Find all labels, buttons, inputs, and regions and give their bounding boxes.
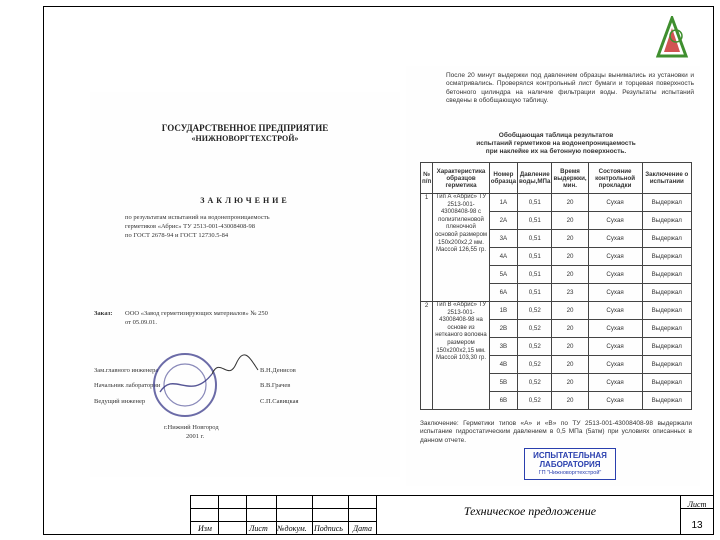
result-value: Выдержал: [642, 248, 691, 266]
company-logo-icon: [654, 16, 690, 60]
result-value: Выдержал: [642, 212, 691, 230]
sample-id: 2А: [489, 212, 517, 230]
result-value: Выдержал: [642, 374, 691, 392]
document-heading: ЗАКЛЮЧЕНИЕ: [200, 196, 290, 205]
time-value: 23: [552, 284, 588, 302]
control-state: Сухая: [588, 266, 642, 284]
sample-id: 5В: [489, 374, 517, 392]
year: 2001 г.: [186, 433, 205, 440]
title-block: [190, 495, 714, 535]
pressure-value: 0,52: [518, 320, 552, 338]
table-title-line2: испытаний герметиков на водонепроницаемость: [476, 140, 636, 147]
result-value: Выдержал: [642, 356, 691, 374]
subject-line1: по результатам испытаний на водонепроницаемость: [125, 214, 270, 221]
lab-stamp-line3: ГП "Нижноворгтехстрой": [538, 470, 602, 476]
lab-stamp-line2: ЛАБОРАТОРИЯ: [539, 460, 601, 469]
sample-id: 3В: [489, 338, 517, 356]
subject-line3: по ГОСТ 2678-94 и ГОСТ 12730.5-84: [125, 232, 229, 239]
time-value: 20: [552, 392, 588, 410]
results-table: [420, 162, 692, 410]
control-state: Сухая: [588, 284, 642, 302]
table-header-row: [421, 163, 692, 194]
time-value: 20: [552, 374, 588, 392]
table-title-line1: Обобщающая таблица результатов: [498, 132, 614, 139]
header-time: Время выдержки, мин.: [552, 163, 588, 194]
result-value: Выдержал: [642, 302, 691, 320]
control-state: Сухая: [588, 212, 642, 230]
pressure-value: 0,51: [518, 194, 552, 212]
result-value: Выдержал: [642, 194, 691, 212]
sheet-number: 13: [691, 520, 703, 531]
control-state: Сухая: [588, 194, 642, 212]
sample-id: 3А: [489, 230, 517, 248]
table-row: [421, 194, 692, 212]
results-document-scan: [406, 66, 700, 486]
result-value: Выдержал: [642, 284, 691, 302]
control-state: Сухая: [588, 392, 642, 410]
pressure-value: 0,52: [518, 356, 552, 374]
pressure-value: 0,51: [518, 266, 552, 284]
lab-stamp-line1: ИСПЫТАТЕЛЬНАЯ: [533, 451, 607, 460]
sample-id: 4А: [489, 248, 517, 266]
group-number: 1: [421, 194, 433, 302]
header-number: № п/п: [421, 163, 433, 194]
title-block-list: Лист: [249, 524, 268, 533]
pressure-value: 0,51: [518, 284, 552, 302]
table-row: [421, 302, 692, 320]
conclusion-document-scan: [90, 92, 400, 477]
group-number: 2: [421, 302, 433, 410]
control-state: Сухая: [588, 374, 642, 392]
time-value: 20: [552, 266, 588, 284]
signer1-role: Зам.главного инженера: [94, 367, 159, 374]
laboratory-stamp: [524, 448, 616, 480]
result-value: Выдержал: [642, 320, 691, 338]
title-block-izm: Изм: [198, 524, 212, 533]
org-name-line2: «НИЖНОВОРГТЕХСТРОЙ»: [191, 134, 299, 143]
result-value: Выдержал: [642, 266, 691, 284]
header-characteristics: Характеристика образцов герметика: [433, 163, 490, 194]
pressure-value: 0,52: [518, 302, 552, 320]
document-title: Техническое предложение: [463, 504, 597, 518]
header-sample-id: Номер образца: [489, 163, 517, 194]
title-block-ndoc: №докум.: [277, 524, 307, 533]
control-state: Сухая: [588, 302, 642, 320]
sample-id: 1А: [489, 194, 517, 212]
signer3-role: Ведущий инженер: [94, 398, 146, 405]
header-control-state: Состояние контрольной прокладки: [588, 163, 642, 194]
time-value: 20: [552, 302, 588, 320]
header-conclusion: Заключение о испытании: [642, 163, 691, 194]
result-value: Выдержал: [642, 338, 691, 356]
title-block-data: Дата: [353, 524, 372, 533]
title-block-podpis: Подпись: [314, 524, 343, 533]
intro-paragraph: После 20 минут выдержки под давлением образцы вынимались из установки и осматривались. Проверялся контрольный лист бумаги и торцевая поверхность бетонного цилиндра на наличие фильтрации воды. Результаты испытаний сведены в обобщающую таблицу.: [446, 72, 694, 104]
city: г.Нижний Новгород: [164, 424, 219, 431]
result-value: Выдержал: [642, 392, 691, 410]
header-pressure: Давление воды,МПа: [518, 163, 552, 194]
signature-icon: [210, 354, 260, 384]
signer1-name: В.Н.Денисов: [260, 367, 296, 374]
time-value: 20: [552, 248, 588, 266]
group-description: Тип А «Абрис» ТУ 2513-001-43008408-98 с полиэтиленовой пленочной основой размером 150х200х2,2 мм. Массой 126,55 гр.: [433, 194, 490, 302]
control-state: Сухая: [588, 356, 642, 374]
signer3-name: С.П.Савицкая: [260, 398, 299, 405]
order-label: Заказ:: [94, 310, 113, 317]
control-state: Сухая: [588, 320, 642, 338]
time-value: 20: [552, 212, 588, 230]
time-value: 20: [552, 320, 588, 338]
signer2-name: В.В.Грачев: [260, 382, 291, 389]
time-value: 20: [552, 338, 588, 356]
sample-id: 4В: [489, 356, 517, 374]
control-state: Сухая: [588, 338, 642, 356]
pressure-value: 0,52: [518, 392, 552, 410]
order-text1: ООО «Завод герметизирующих материалов» № 250: [125, 310, 268, 317]
result-value: Выдержал: [642, 230, 691, 248]
signer2-role: Начальник лаборатории: [94, 382, 161, 389]
sample-id: 1В: [489, 302, 517, 320]
subject-line2: герметиков «Абрис» ТУ 2513-001-43008408-98: [125, 223, 256, 230]
conclusion-paragraph: Заключение: Герметики типов «А» и «В» по ТУ 2513-001-43008408-98 выдержали испытание гидростатическим давлением в 0,5 МПа (5атм) при условиях описанных в данном отчете.: [420, 420, 692, 444]
org-name-line1: ГОСУДАРСТВЕННОЕ ПРЕДПРИЯТИЕ: [161, 123, 329, 133]
sample-id: 2В: [489, 320, 517, 338]
group-description: Тип В «Абрис» ТУ 2513-001-43008408-98 на основе из нетканого волокна размером 150х200х2,15 мм. Массой 103,30 гр.: [433, 302, 490, 410]
time-value: 20: [552, 194, 588, 212]
table-title-line3: при наклейке их на бетонную поверхность.: [485, 148, 627, 155]
order-text2: от 05.09.01.: [125, 319, 158, 326]
pressure-value: 0,51: [518, 230, 552, 248]
sample-id: 5А: [489, 266, 517, 284]
pressure-value: 0,52: [518, 338, 552, 356]
sample-id: 6В: [489, 392, 517, 410]
pressure-value: 0,51: [518, 248, 552, 266]
time-value: 20: [552, 230, 588, 248]
control-state: Сухая: [588, 248, 642, 266]
sheet-label: Лист: [687, 500, 707, 509]
sample-id: 6А: [489, 284, 517, 302]
time-value: 20: [552, 356, 588, 374]
pressure-value: 0,51: [518, 212, 552, 230]
control-state: Сухая: [588, 230, 642, 248]
pressure-value: 0,52: [518, 374, 552, 392]
